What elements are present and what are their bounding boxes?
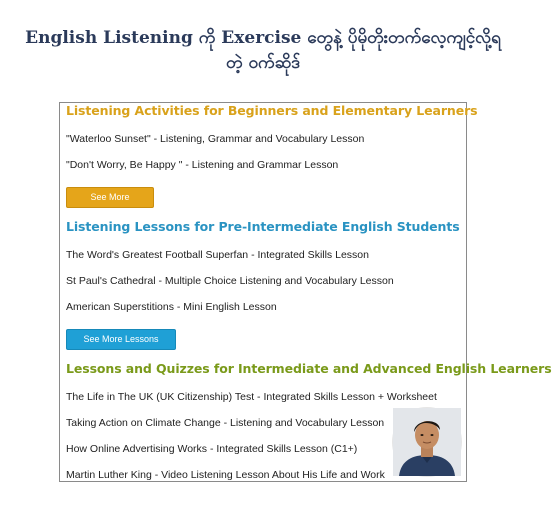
lesson-link[interactable]: Taking Action on Climate Change - Listening and Vocabulary Lesson (66, 417, 385, 429)
headline-line-1: English Listening ကို Exercise တွေနဲ့ ပိုမိုတိုးတက်လေ့ကျင့်လို့ရ (25, 28, 501, 48)
lesson-link[interactable]: Martin Luther King - Video Listening Lesson About His Life and Work (66, 469, 385, 481)
section-title-beginners: Listening Activities for Beginners and Elementary Learners (66, 103, 478, 118)
lesson-link[interactable]: St Paul's Cathedral - Multiple Choice Listening and Vocabulary Lesson (66, 275, 394, 287)
section-title-advanced: Lessons and Quizzes for Intermediate and Advanced English Learners (66, 361, 552, 376)
section-title-pre-intermediate: Listening Lessons for Pre-Intermediate English Students (66, 219, 460, 234)
person-photo-icon (392, 407, 462, 477)
see-more-pre-intermediate-button[interactable]: See More Lessons (66, 329, 176, 350)
lesson-link[interactable]: "Waterloo Sunset" - Listening, Grammar and Vocabulary Lesson (66, 133, 365, 145)
page-headline (0, 26, 526, 76)
lesson-link[interactable]: American Superstitions - Mini English Lesson (66, 301, 277, 313)
headline-line-2: တဲ့ ဝက်ဆိုဒ် (226, 53, 300, 73)
lesson-link[interactable]: The Life in The UK (UK Citizenship) Test - Integrated Skills Lesson + Worksheet (66, 391, 437, 403)
see-more-beginners-button[interactable]: See More Lessons (66, 187, 154, 208)
lesson-link[interactable]: The Word's Greatest Football Superfan - Integrated Skills Lesson (66, 249, 369, 261)
lesson-link[interactable]: "Don't Worry, Be Happy " - Listening and Grammar Lesson (66, 159, 339, 171)
lesson-link[interactable]: How Online Advertising Works - Integrated Skills Lesson (C1+) (66, 443, 358, 455)
